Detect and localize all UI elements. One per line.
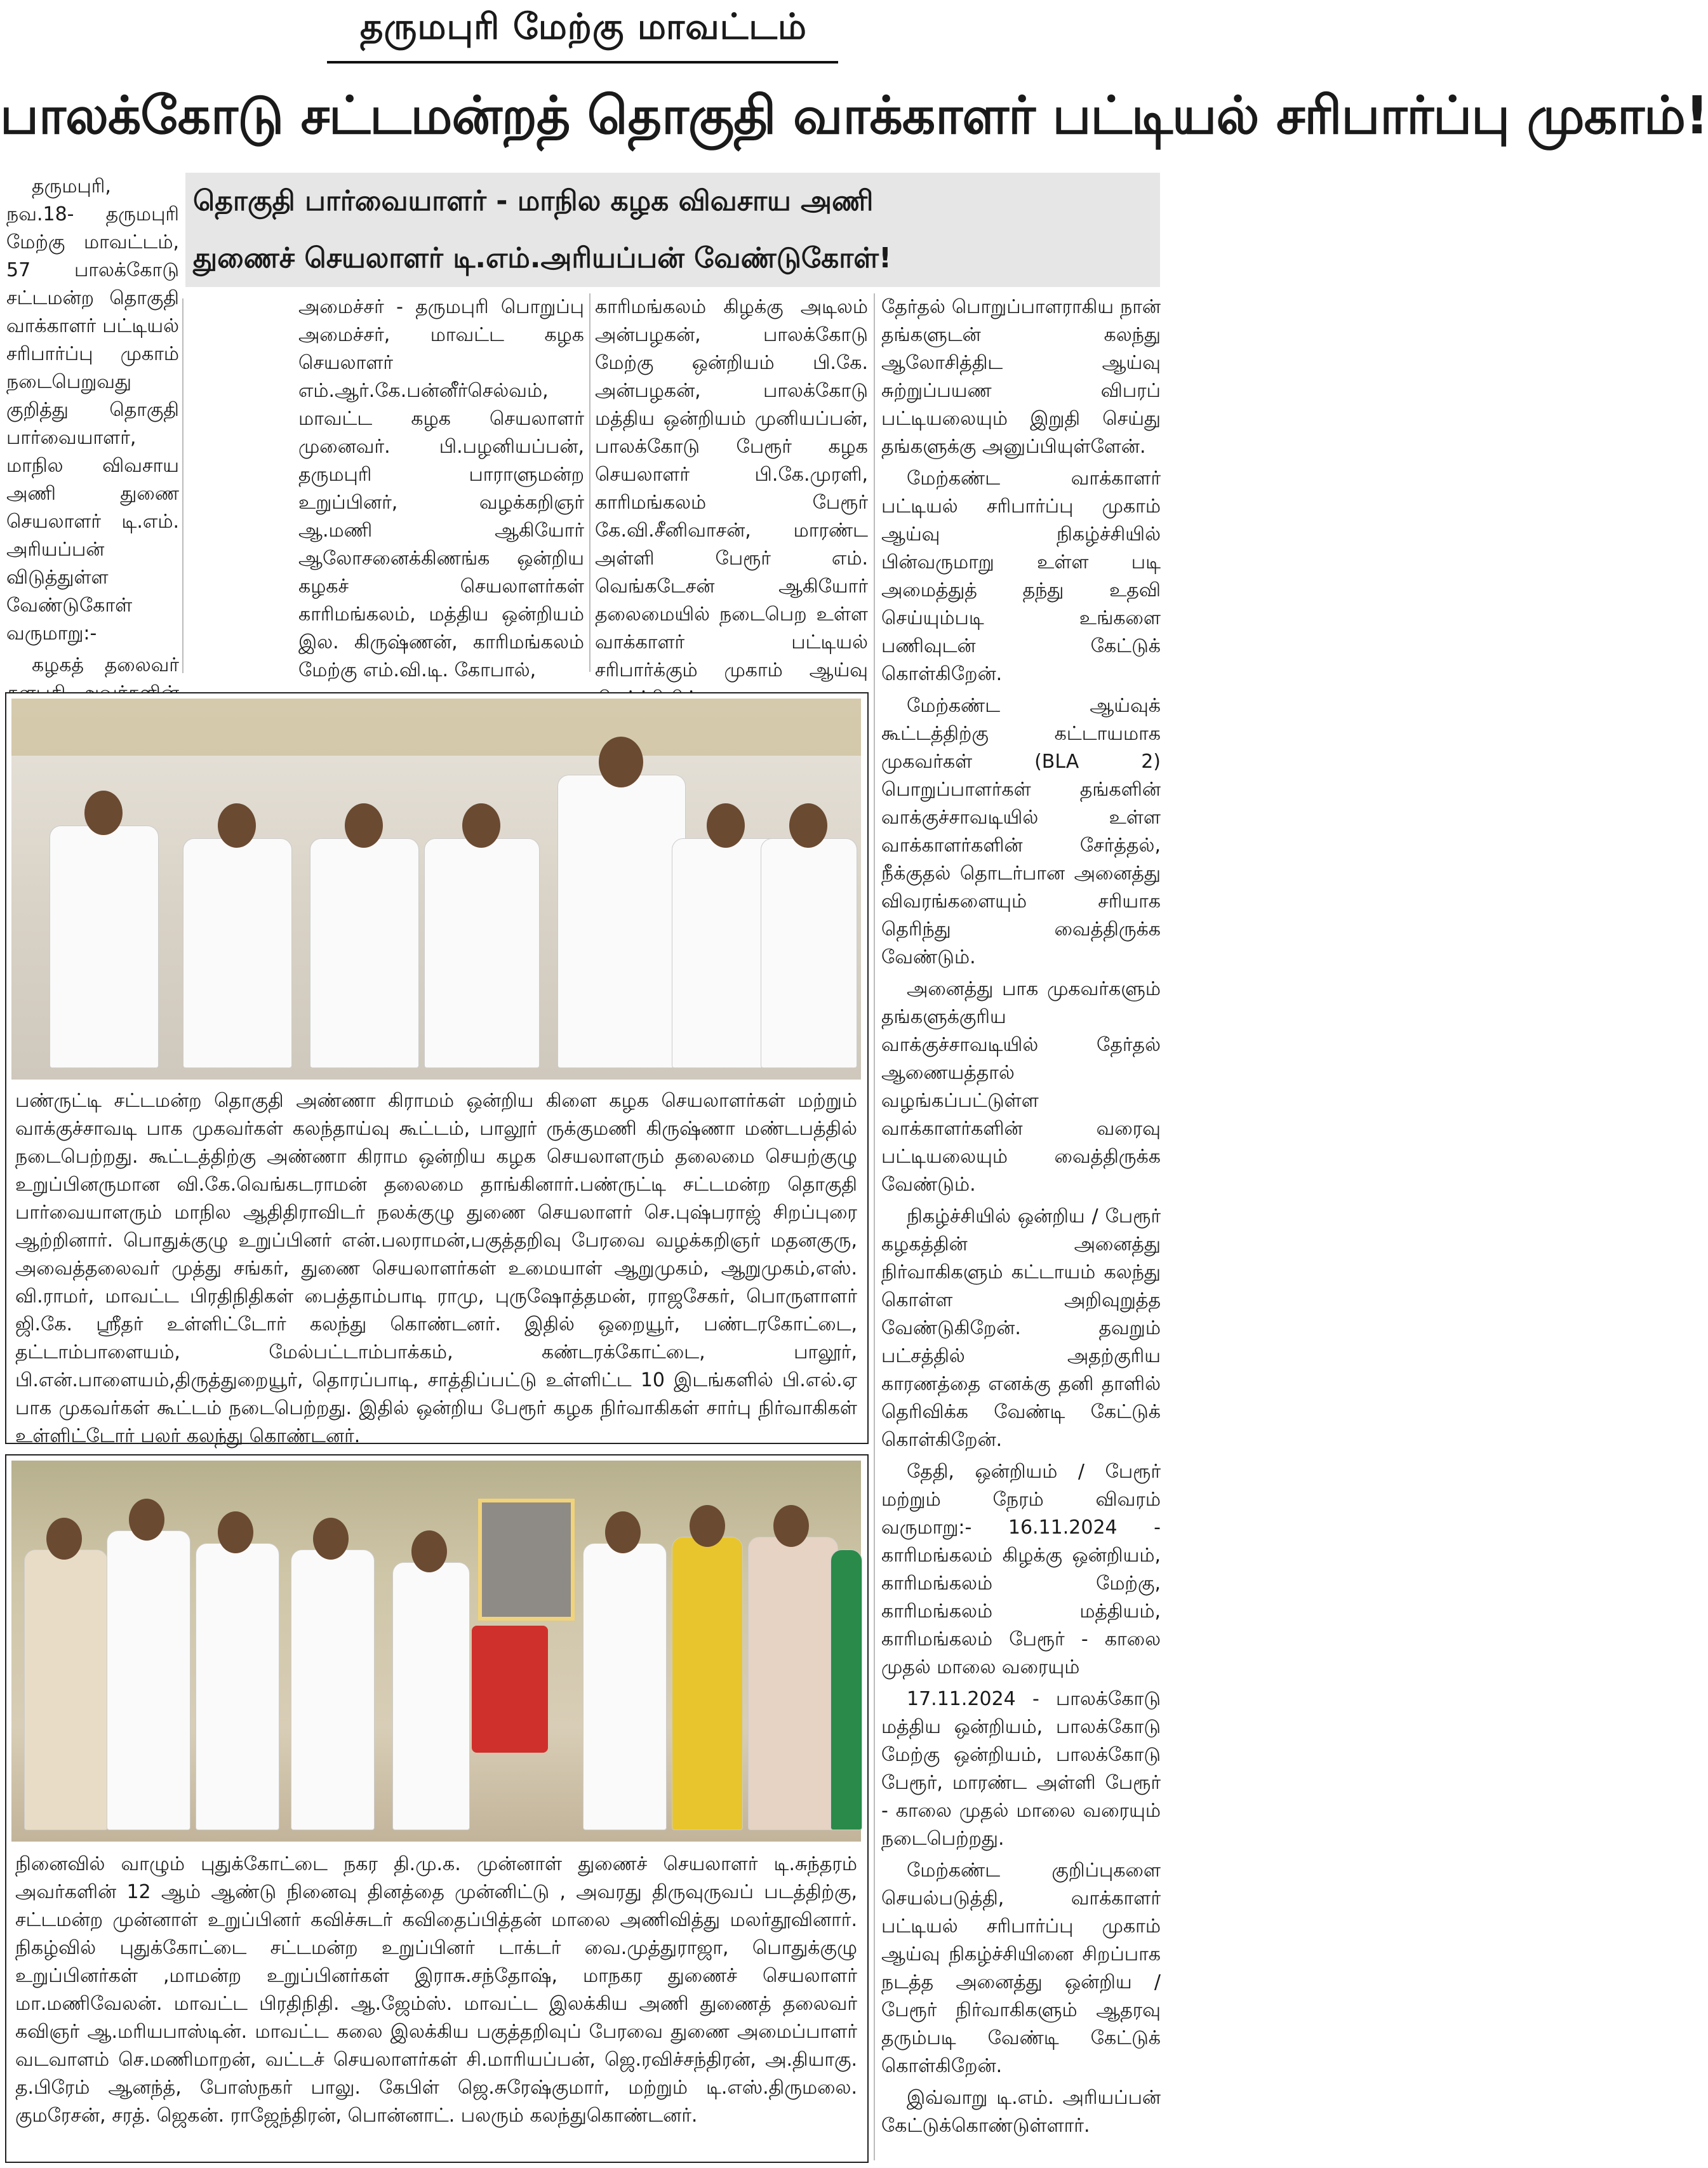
memorial-photo — [11, 1461, 861, 1842]
person-figure — [50, 826, 159, 1068]
person-head — [707, 803, 745, 848]
person-figure — [291, 1549, 375, 1830]
person-figure — [310, 838, 419, 1068]
photo-block-2 — [5, 1454, 869, 2163]
column-4-paragraph-9: இவ்வாறு டி.எம். அரியப்பன் கேட்டுக்கொண்டுள்ளார். — [881, 2087, 1161, 2137]
column-divider — [182, 298, 183, 673]
page-headline: பாலக்கோடு சட்டமன்றத் தொகுதி வாக்காளர் பட்டியல் சரிபார்ப்பு முகாம்! — [0, 86, 1708, 146]
person-figure — [424, 838, 540, 1068]
column-4-paragraph-6: தேதி, ஒன்றியம் / பேரூர் மற்றும் நேரம் விவரம் வருமாறு:- 16.11.2024 - காரிமங்கலம் கிழக்கு ஒன்றியம், காரிமங்கலம் மேற்கு, காரிமங்கலம் மத்தியம், காரிமங்கலம் பேரூர் - காலை முதல் மாலை வரையும் — [881, 1461, 1161, 1678]
article-column-4 — [881, 293, 1161, 2160]
person-head — [605, 1511, 641, 1553]
column-3-text: காரிமங்கலம் கிழக்கு அடிலம் அன்பழகன், பாலக்கோடு மேற்கு ஒன்றியம் பி.கே. அன்பழகன், பாலக்கோடு மத்திய ஒன்றியம் முனியப்பன், பாலக்கோடு பேரூர் கழக செயலாளர் பி.கே.முரளி, காரிமங்கலம் பேரூர் கே.வி.சீனிவாசன், மாரண்ட அள்ளி பேரூர் எம். வெங்கடேசன் ஆகியோர் தலைமையில் நடைபெற உள்ள வாக்காளர் பட்டியல் சரிபார்க்கும் முகாம் ஆய்வு — [595, 296, 868, 681]
person-figure — [761, 838, 857, 1068]
photo-2-caption: நினைவில் வாழும் புதுக்கோட்டை நகர தி.மு.க. முன்னாள் துணைச் செயலாளர் டி.சுந்தரம் அவர்களின் 12 ஆம் ஆண்டு நினைவு தினத்தை முன்னிட்டு , அவரது திருவுருவப் படத்திற்கு, சட்டமன்ற முன்னாள் உறுப்பினர் கவிச்சுடர் கவிதைப்பித்தன் மாலை அணிவித்து மலர்தூவினார். நிகழ்வில் புதுக்கோட்டை சட்டமன்ற உறுப்பினர் டாக்டர் வை.முத்துராஜா, பொதுக்குழு உறுப்பினர்கள் ,மாமன்ற உறுப்பினர்கள் இராசு.சந்தோஷ், மாநகர துணைச் செயலாளர் மா.மணிவேலன். மாவட்ட பிரதிநிதி. ஆ.ஜேம்ஸ். மாவட்ட இலக்கிய அணி துணைத் தலைவர் கவிஞர் ஆ.மரியபாஸ்டின். மாவட்ட கலை இலக்கிய பகுத்தறிவுப் பேரவை துணை அமைப்பாளர் வடவாளம் செ.மணிமாறன், வட்டச் செயலாளர்கள் சி.மாரியப்பன், ஜெ.ரவிச்சந்திரன், அ.தியாகு. த.பிரேம் ஆனந்த், போஸ்நகர் பாலு. கேபிள் ஜெ.சுரேஷ்குமார், மற்றும் டி.எஸ்.திருமலை. குமரேசன், சரத். ஜெகன். ராஜேந்திரன், பொன்னாட். பலரும் கலந்துகொண்டனர். — [15, 1853, 857, 2127]
person-head — [46, 1518, 82, 1560]
person-figure — [748, 1537, 838, 1830]
column-4-paragraph-1: தேர்தல் பொறுப்பாளராகிய நான் தங்களுடன் கலந்து ஆலோசித்திட ஆய்வு சுற்றுப்பயண விபரப் பட்டியலையும் இறுதி செய்து தங்களுக்கு அனுப்பியுள்ளேன். — [881, 296, 1161, 458]
column-4-paragraph-3: மேற்கண்ட ஆய்வுக் கூட்டத்திற்கு கட்டாயமாக முகவர்கள் (BLA 2) பொறுப்பாளர்கள் தங்களின் வாக்குச்சாவடியில் உள்ள வாக்காளர்களின் சேர்த்தல், நீக்குதல் தொடர்பான அனைத்து விவரங்களையும் சரியாக தெரிந்து வைத்திருக்க வேண்டும். — [881, 695, 1161, 968]
person-head — [411, 1530, 447, 1572]
subtitle-line-1: தொகுதி பார்வையாளர் - மாநில கழக விவசாய அணி — [193, 185, 874, 217]
person-figure — [672, 1537, 743, 1830]
column-4-paragraph-2: மேற்கண்ட வாக்காளர் பட்டியல் சரிபார்ப்பு முகாம் ஆய்வு நிகழ்ச்சியில் பின்வருமாறு உள்ள படி அமைத்துத் தந்து உதவி செய்யும்படி உங்களை பணிவுடன் கேட்டுக் கொள்கிறேன். — [881, 467, 1161, 685]
person-head — [313, 1518, 349, 1560]
person-figure — [107, 1530, 190, 1830]
person-head — [789, 803, 827, 848]
meeting-photo — [11, 699, 861, 1080]
person-head — [218, 1511, 253, 1553]
person-figure — [583, 1543, 667, 1830]
person-head — [773, 1505, 809, 1547]
column-2-text: அமைச்சர் - தருமபுரி பொறுப்பு அமைச்சர், மாவட்ட கழக செயலாளர் எம்.ஆர்.கே.பன்னீர்செல்வம், மாவட்ட கழக செயலாளர் முனைவர். பி.பழனியப்பன், தருமபுரி பாராளுமன்ற உறுப்பினர், வழக்கறிஞர் ஆ.மணி ஆகியோர் ஆலோசனைக்கிணங்க ஒன்றிய கழகச் செயலாளர்கள் காரிமங்கலம், மத்திய ஒன்றியம் இல. கிருஷ்ணன், காரிமங்கலம் மேற்கு எம்.வி.டி. கோபால், — [298, 296, 584, 681]
photo-block-1 — [5, 692, 869, 1447]
section-kicker: தருமபுரி மேற்கு மாவட்டம் — [360, 6, 807, 48]
article-column-1 — [6, 173, 179, 676]
speaker-figure — [557, 775, 686, 1068]
photo-1-caption: பண்ருட்டி சட்டமன்ற தொகுதி அண்ணா கிராமம் ஒன்றிய கிளை கழக செயலாளர்கள் மற்றும் வாக்குச்சாவடி பாக முகவர்கள் கலந்தாய்வு கூட்டம், பாலூர் ருக்குமணி கிருஷ்ணா மண்டபத்தில் நடைபெற்றது. கூட்டத்திற்கு அண்ணா கிராம ஒன்றிய கழக செயலாளரும் தலைமை செயற்குழு உறுப்பினருமான வி.கே.வெங்கடராமன் தலைமை தாங்கினார்.பண்ருட்டி சட்டமன்ற தொகுதி பார்வையாளரும் மாநில ஆதிதிராவிடர் நலக்குழு துணை செயலாளர் செ.புஷ்பராஜ் சிறப்புரை ஆற்றினார். பொதுக்குழு உறுப்பினர் என்.பலராமன்,பகுத்தறிவு பேரவை வழக்கறிஞர் மதனகுரு, அவைத்தலைவர் முத்து சங்கர், துணை செயலாளர்கள் உமையாள் ஆறுமுகம், ஆறுமுகம்,எஸ். வி.ராமர், மாவட்ட பிரதிநிதிகள் பைத்தாம்பாடி ராமு, புருஷோத்தமன், ராஜசேகர், பொருளாளர் ஜி.கே. ஸ்ரீதர் உள்ளிட்டோர் கலந்து கொண்டனர். இதில் ஒறையூர், பண்டரகோட்டை, தட்டாம்பாளையம், மேல்பட்டாம்பாக்கம், கண்டரக்கோட்டை, பாலூர், பி.என்.பாளையம்,திருத்துறையூர், தொரப்பாடி, சாத்திப்பட்டு உள்ளிட்ட 10 இடங்களில் பி.எல்.ஏ பாக முகவர்கள் கூட்டம் நடைபெற்றது. இதில் ஒன்றிய பேரூர் கழக நிர்வாகிகள் சார்பு நிர்வாகிகள் உள்ளிட்டோர் பலர் கலந்து கொண்டனர். — [15, 1090, 857, 1447]
person-figure — [392, 1562, 470, 1830]
column-4-paragraph-7: 17.11.2024 - பாலக்கோடு மத்திய ஒன்றியம், பாலக்கோடு மேற்கு ஒன்றியம், பாலக்கோடு பேரூர், மாரண்ட அள்ளி பேரூர் - காலை முதல் மாலை வரையும் நடைபெற்றது. — [881, 1688, 1161, 1850]
person-figure — [831, 1549, 862, 1830]
person-head — [690, 1505, 725, 1547]
column-4-paragraph-5: நிகழ்ச்சியில் ஒன்றிய / பேரூர் கழகத்தின் அனைத்து நிர்வாகிகளும் கட்டாயம் கலந்து கொள்ள அறிவுறுத்த வேண்டுகிறேன். தவறும் பட்சத்தில் அதற்குரிய காரணத்தை எனக்கு தனி தாளில் தெரிவிக்க வேண்டி கேட்டுக் கொள்கிறேன். — [881, 1205, 1161, 1451]
person-figure — [183, 838, 292, 1068]
photo-banner — [11, 699, 861, 756]
person-head — [129, 1499, 164, 1541]
column-divider — [589, 293, 590, 672]
person-head — [84, 791, 123, 835]
subtitle-line-2: துணைச் செயலாளர் டி.எம்.அரியப்பன் வேண்டுகோள்! — [193, 242, 892, 274]
column-4-paragraph-4: அனைத்து பாக முகவர்களும் தங்களுக்குரிய வாக்குச்சாவடியில் தேர்தல் ஆணையத்தால் வழங்கப்பட்டுள்ள வாக்காளர்களின் வரைவு பட்டியலையும் வைத்திருக்க வேண்டும். — [881, 978, 1161, 1196]
subtitle-box — [185, 173, 1160, 287]
person-figure — [196, 1543, 279, 1830]
column-1-paragraph-1: தருமபுரி, நவ.18- தருமபுரி மேற்கு மாவட்டம், 57 பாலக்கோடு சட்டமன்ற தொகுதி வாக்காளர் பட்டியல் சரிபார்ப்பு முகாம் நடைபெறுவது குறித்து தொகுதி பார்வையாளர், மாநில விவசாய அணி துணை செயலாளர் டி.எம். அரியப்பன் விடுத்துள்ள வேண்டுகோள் வருமாறு:- — [6, 175, 179, 645]
article-column-2 — [298, 293, 584, 681]
column-divider — [874, 293, 875, 2160]
kicker-underline — [327, 61, 838, 64]
person-head — [345, 803, 383, 848]
column-1-paragraph-2: கழகத் தலைவர் — [32, 654, 179, 676]
person-head — [462, 803, 500, 848]
red-chair — [472, 1626, 548, 1753]
column-4-paragraph-8: மேற்கண்ட குறிப்புகளை செயல்படுத்தி, வாக்காளர் பட்டியல் சரிபார்ப்பு முகாம் ஆய்வு நிகழ்ச்சியினை சிறப்பாக நடத்த அனைத்து ஒன்றிய / பேரூர் நிர்வாகிகளும் ஆதரவு தரும்படி வேண்டி கேட்டுக் கொள்கிறேன். — [881, 1859, 1161, 2077]
person-figure — [24, 1549, 108, 1830]
person-head — [218, 803, 256, 848]
article-column-3 — [595, 293, 868, 681]
portrait-frame — [478, 1499, 575, 1621]
speaker-head — [599, 737, 643, 787]
